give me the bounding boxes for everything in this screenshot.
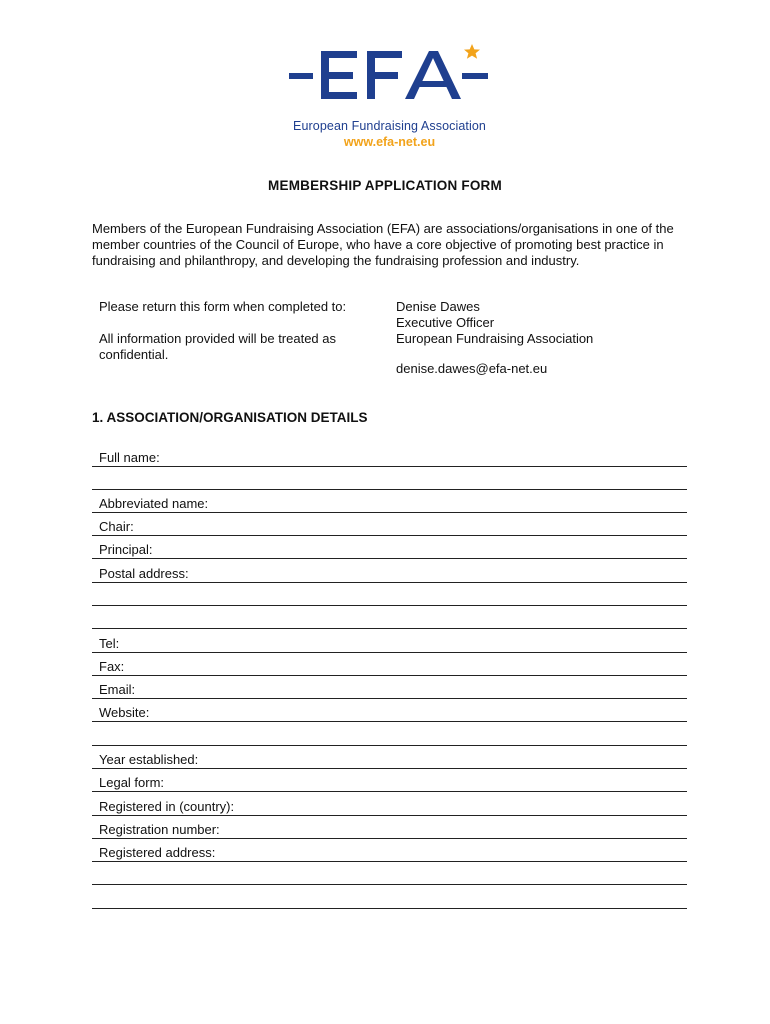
postal-address-field-line3[interactable] xyxy=(92,628,687,629)
field-label: Legal form: xyxy=(99,775,165,790)
registered-address-field[interactable] xyxy=(92,845,687,862)
contact-email: denise.dawes@efa-net.eu xyxy=(396,361,548,376)
field-label: Registered address: xyxy=(99,845,216,860)
form-title: MEMBERSHIP APPLICATION FORM xyxy=(268,178,502,193)
registered-in-field[interactable] xyxy=(92,799,687,816)
intro-paragraph: Members of the European Fundraising Association (EFA) are associations/organisations in one of the member countries of the Council of Europe, who have a core objective of promoting best practice in fundraising and philanthropy, and developing the fundraising profession and industry. xyxy=(92,221,674,268)
field-label: Year established: xyxy=(99,752,199,767)
contact-address xyxy=(396,299,593,347)
abbreviated-name-field[interactable] xyxy=(92,496,687,513)
registered-address-field-line3[interactable] xyxy=(92,908,687,909)
tel-field[interactable] xyxy=(92,636,687,653)
field-label: Principal: xyxy=(99,542,153,557)
field-label: Registered in (country): xyxy=(99,799,235,814)
year-established-field[interactable] xyxy=(92,752,687,769)
field-label: Website: xyxy=(99,705,150,720)
full-name-field-line2[interactable] xyxy=(92,489,687,490)
field-label: Chair: xyxy=(99,519,134,534)
field-label: Registration number: xyxy=(99,822,220,837)
postal-address-field-line2[interactable] xyxy=(92,605,687,606)
legal-form-field[interactable] xyxy=(92,775,687,792)
section-title: 1. ASSOCIATION/ORGANISATION DETAILS xyxy=(92,410,368,425)
star-icon xyxy=(464,44,480,59)
return-label: Please return this form when completed to: xyxy=(99,299,347,314)
registration-number-field[interactable] xyxy=(92,822,687,839)
chair-field[interactable] xyxy=(92,519,687,536)
logo-url: www.efa-net.eu xyxy=(343,135,436,149)
confidential-note: All information provided will be treated as confidential. xyxy=(99,331,337,362)
field-label: Postal address: xyxy=(99,566,189,581)
email-field[interactable] xyxy=(92,682,687,699)
postal-address-field[interactable] xyxy=(92,566,687,583)
registered-address-field-line2[interactable] xyxy=(92,884,687,885)
field-label: Full name: xyxy=(99,450,160,465)
fax-field[interactable] xyxy=(92,659,687,676)
field-label: Tel: xyxy=(99,636,120,651)
field-label: Fax: xyxy=(99,659,125,674)
full-name-field[interactable] xyxy=(92,450,687,467)
field-label: Email: xyxy=(99,682,136,697)
contact-role: Executive Officer xyxy=(396,315,495,330)
website-field[interactable] xyxy=(92,705,687,722)
field-label: Abbreviated name: xyxy=(99,496,209,511)
website-field-line2[interactable] xyxy=(92,745,687,746)
logo-org-name: European Fundraising Association xyxy=(293,119,486,133)
principal-field[interactable] xyxy=(92,542,687,559)
contact-name: Denise Dawes xyxy=(396,299,480,314)
contact-org: European Fundraising Association xyxy=(396,331,594,346)
